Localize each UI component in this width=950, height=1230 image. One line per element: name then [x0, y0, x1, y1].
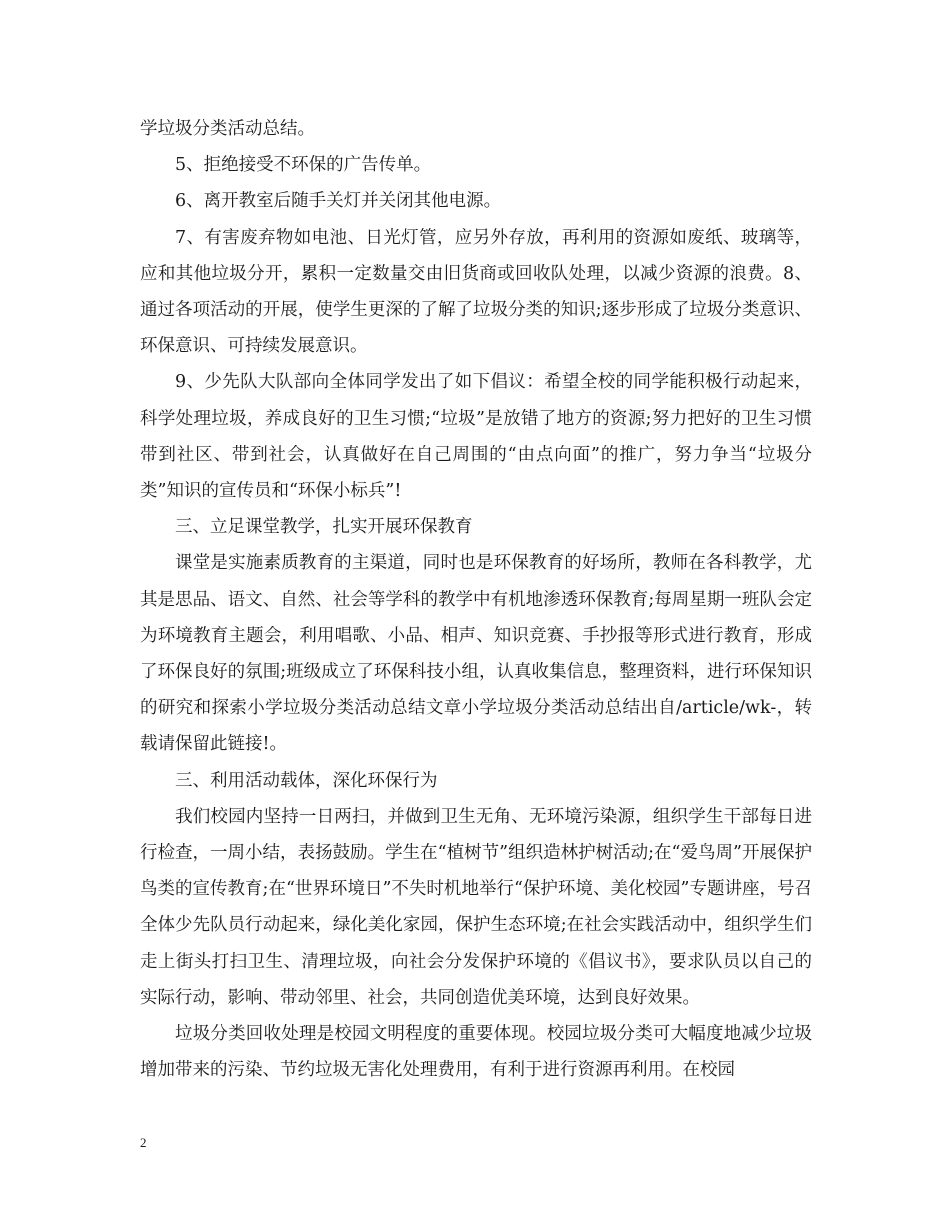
section-heading-activities: 三、利用活动载体，深化环保行为: [175, 770, 438, 791]
paragraph-item-9: 9、少先队大队部向全体同学发出了如下倡议：希望全校的同学能积极行动起来，科学处理垃圾，养成良好的卫生习惯;“垃圾”是放错了地方的资源;努力把好的卫生习惯带到社区、带到社会，认真做好在自己周围的“由点向面”的推广，努力争当“垃圾分类”知识的宣传员和“环保小标兵”!: [140, 372, 812, 502]
paragraph-classroom: 课堂是实施素质教育的主渠道，同时也是环保教育的好场所，教师在各科教学，尤其是思品、语文、自然、社会等学科的教学中有机地渗透环保教育;每周星期一班队会定为环境教育主题会，利用唱歌、小品、相声、知识竞赛、手抄报等形式进行教育，形成了环保良好的氛围;班级成立了环保科技小组，认真收集信息，整理资料，进行环保知识的研究和探索小学垃圾分类活动总结文章小学垃圾分类活动总结出自/article/wk-，转载请保留此链接!。: [140, 553, 812, 755]
paragraph-activities: 我们校园内坚持一日两扫，并做到卫生无角、无环境污染源，组织学生干部每日进行检查，一周小结，表扬鼓励。学生在“植树节”组织造林护树活动;在“爱鸟周”开展保护鸟类的宣传教育;在“世界环境日”不失时机地举行“保护环境、美化校园”专题讲座，号召全体少先队员行动起来，绿化美化家园，保护生态环境;在社会实践活动中，组织学生们走上街头打扫卫生、清理垃圾，向社会分发保护环境的《倡议书》，要求队员以自己的实际行动，影响、带动邻里、社会，共同创造优美环境，达到良好效果。: [140, 806, 812, 1008]
section-heading-classroom: 三、立足课堂教学，扎实开展环保教育: [175, 517, 473, 538]
paragraph-item-5: 5、拒绝接受不环保的广告传单。: [175, 155, 432, 176]
page-number: 2: [140, 1135, 147, 1150]
paragraph-recycling: 垃圾分类回收处理是校园文明程度的重要体现。校园垃圾分类可大幅度地减少垃圾增加带来的污染、节约垃圾无害化处理费用，有利于进行资源再利用。在校园: [140, 1024, 812, 1081]
paragraph-item-6: 6、离开教室后随手关灯并关闭其他电源。: [175, 191, 502, 212]
paragraph-item-7-8: 7、有害废弃物如电池、日光灯管，应另外存放，再利用的资源如废纸、玻璃等，应和其他垃圾分开，累积一定数量交由旧货商或回收队处理，以减少资源的浪费。8、通过各项活动的开展，使学生更深的了解了垃圾分类的知识;逐步形成了垃圾分类意识、环保意识、可持续发展意识。: [140, 227, 812, 357]
paragraph-continuation: 学垃圾分类活动总结。: [140, 119, 315, 139]
document-body: [140, 111, 812, 1088]
